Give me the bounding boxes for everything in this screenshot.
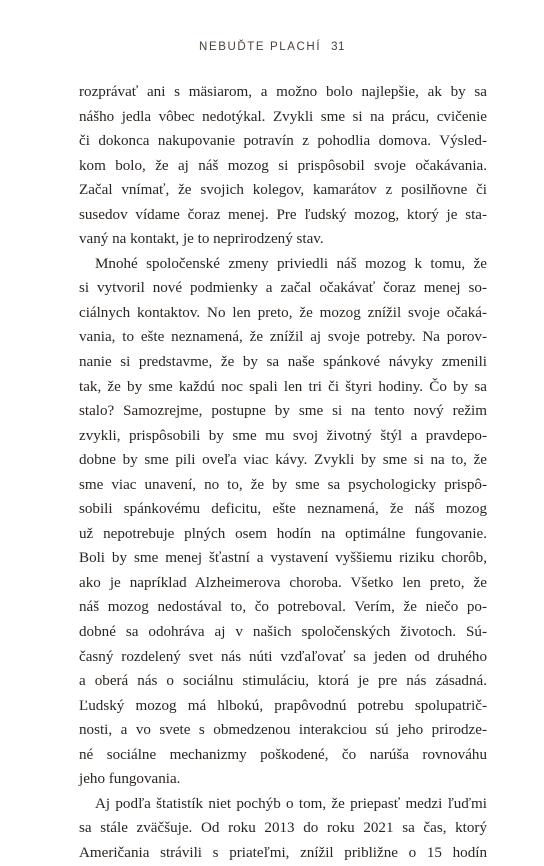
- text-line: stalo? Samozrejme, postupne by sme si na tento nový režim: [79, 403, 487, 420]
- text-line: né sociálne mechanizmy poškodené, čo narúša rovnováhu: [79, 746, 487, 763]
- text-line: Mnohé spoločenské zmeny priviedli náš mozog k tomu, že: [95, 255, 487, 272]
- text-line: tak, že by sme každú noc spali len tri či štyri hodiny. Čo by sa: [79, 378, 487, 395]
- running-head: [0, 41, 544, 53]
- text-line: či dokonca nakupovanie potravín z pohodlia domova. Výsled-: [79, 133, 487, 150]
- text-line: Američania strávili s priateľmi, znížil približne o 15 hodín: [79, 844, 487, 861]
- text-line: Ľudský mozog má hlbokú, prapôvodnú potrebu spolupatrič-: [79, 697, 487, 714]
- text-line: si vytvoril nové podmienky a začal očakávať čoraz menej so-: [79, 280, 487, 297]
- text-line: sa stále zväčšuje. Od roku 2013 do roku 2021 sa čas, ktorý: [79, 820, 487, 837]
- text-line: dobne by sme pili oveľa viac kávy. Zvykli by sme si na to, že: [79, 452, 487, 469]
- text-line: zvykli, prispôsobili by sme mu svoj životný štýl a pravdepo-: [79, 427, 487, 444]
- text-line: nanie si predstavme, že by sa naše spánkové návyky zmenili: [79, 354, 487, 371]
- text-line: Boli by sme menej šťastní a vystavení vyššiemu riziku chorôb,: [79, 550, 487, 567]
- text-line: vaný na kontakt, je to neprirodzený stav.: [79, 231, 324, 248]
- text-line: časný rozdelený svet nás núti vzďaľovať sa jeden od druhého: [79, 648, 487, 665]
- text-line: dobné sa odohráva aj v našich spoločenských životoch. Sú-: [79, 624, 487, 641]
- text-line: sobili spánkovému deficitu, ešte neznamená, že náš mozog: [79, 501, 487, 518]
- text-line: Aj podľa štatistík niet pochýb o tom, že priepasť medzi ľuďmi: [95, 795, 487, 812]
- text-line: náš mozog nedostával to, čo potreboval. Verím, že niečo po-: [79, 599, 487, 616]
- text-line: susedov vídame čoraz menej. Pre ľudský mozog, ktorý je sta-: [79, 206, 487, 223]
- text-line: vania, to ešte neznamená, že znížil aj svoje potreby. Na porov-: [79, 329, 487, 346]
- page-number: 31: [331, 41, 345, 53]
- chapter-title: NEBUĎTE PLACHÍ: [199, 41, 322, 53]
- text-line: a oberá nás o sociálnu stimuláciu, ktorá je pre nás zásadná.: [79, 673, 487, 690]
- body-text: [79, 80, 487, 866]
- text-line: ciálnych kontaktov. No len preto, že mozog znížil svoje očaká-: [79, 304, 487, 321]
- text-line: nášho jedla vôbec nedotýkal. Zvykli sme si na prácu, cvičenie: [79, 108, 487, 125]
- text-line: sme viac unavení, no to, že by sme sa psychologicky prispô-: [79, 476, 487, 493]
- text-line: jeho fungovania.: [79, 771, 181, 788]
- text-line: Začal vnímať, že svojich kolegov, kamarátov z posilňovne či: [79, 182, 487, 199]
- text-line: rozprávať ani s mäsiarom, a možno bolo najlepšie, ak by sa: [79, 84, 487, 100]
- text-line: ako je napríklad Alzheimerova choroba. Všetko len preto, že: [79, 574, 487, 591]
- text-line: kom bolo, že aj náš mozog si prispôsobil svoje očakávania.: [79, 157, 487, 174]
- text-line: už nepotrebuje plných osem hodín na optimálne fungovanie.: [79, 525, 487, 542]
- text-line: nosti, a vo svete s obmedzenou interakciou sú jeho prirodze-: [79, 722, 487, 739]
